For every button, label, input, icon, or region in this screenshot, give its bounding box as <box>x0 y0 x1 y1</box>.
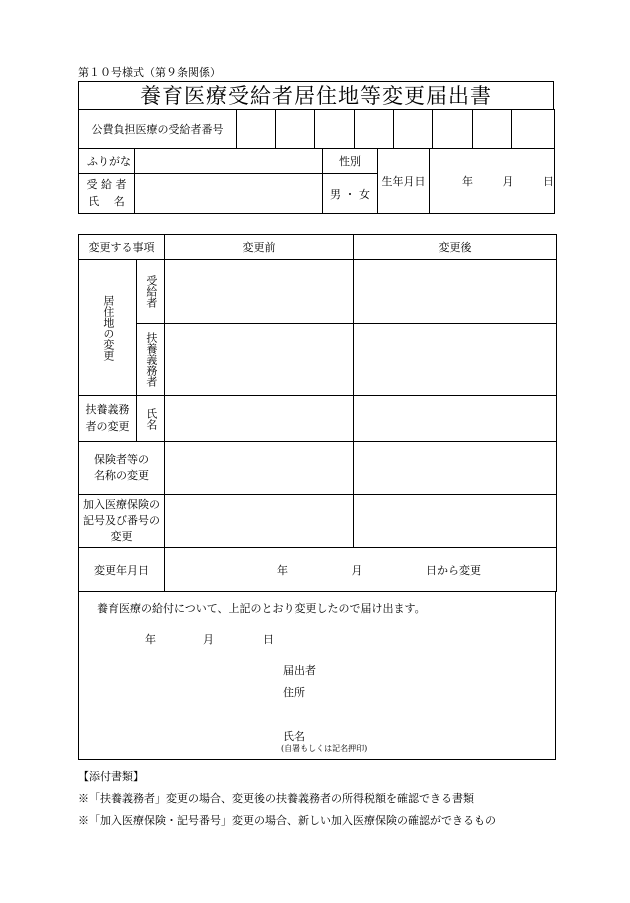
furigana-field[interactable] <box>135 149 323 174</box>
form-number: 第１０号様式（第９条関係） <box>78 66 221 79</box>
recipient-address-after[interactable] <box>354 260 557 324</box>
insurer-change-label: 保険者等の名称の変更 <box>79 442 165 495</box>
change-month-unit: 月 <box>351 563 363 577</box>
recipient-number-digit[interactable] <box>394 110 433 149</box>
attachments-heading: 【添付書類】 <box>78 770 144 783</box>
recipient-name-field[interactable] <box>135 174 323 214</box>
form-title: 養育医療受給者居住地等変更届出書 <box>78 81 554 110</box>
residence-change-label: 居住地の変更 <box>79 260 137 396</box>
recipient-number-digit[interactable] <box>355 110 394 149</box>
insurer-before[interactable] <box>165 442 354 495</box>
notifier-label: 届出者 <box>283 664 316 677</box>
recipient-sub-label: 受給者 <box>137 260 165 324</box>
insurance-after[interactable] <box>354 495 557 548</box>
birthdate-label: 生年月日 <box>378 149 430 214</box>
col-before-header: 変更前 <box>165 235 354 260</box>
col-item-header: 変更する事項 <box>79 235 165 260</box>
name-label: 氏名 <box>283 730 305 743</box>
guardian-address-after[interactable] <box>354 324 557 396</box>
recipient-number-digit[interactable] <box>276 110 315 149</box>
insurer-after[interactable] <box>354 442 557 495</box>
insurance-change-label: 加入医療保険の記号及び番号の変更 <box>79 495 165 548</box>
guardian-name-sub-label: 氏名 <box>137 396 165 442</box>
recipient-number-digit[interactable] <box>433 110 473 149</box>
birthdate-field[interactable] <box>430 149 555 214</box>
change-table <box>78 234 557 592</box>
recipient-number-label: 公費負担医療の受給者番号 <box>79 110 237 149</box>
recipient-name-table <box>78 148 555 214</box>
attachment-note-2: ※「加入医療保険・記号番号」変更の場合、新しい加入医療保険の確認ができるもの <box>78 814 496 827</box>
declaration-year-unit: 年 <box>145 633 156 646</box>
recipient-number-digit[interactable] <box>473 110 512 149</box>
sex-options[interactable]: 男 ・ 女 <box>323 174 378 214</box>
address-label: 住所 <box>283 686 305 699</box>
declaration-box <box>78 592 556 760</box>
birth-month-unit: 月 <box>502 175 514 188</box>
birth-day-unit: 日 <box>543 175 554 188</box>
attachment-note-1: ※「扶養義務者」変更の場合、変更後の扶養義務者の所得税額を確認できる書類 <box>78 792 474 805</box>
declaration-day-unit: 日 <box>263 633 274 646</box>
insurance-before[interactable] <box>165 495 354 548</box>
recipient-address-before[interactable] <box>165 260 354 324</box>
guardian-sub-label: 扶養義務者 <box>137 324 165 396</box>
sex-label: 性別 <box>323 149 378 174</box>
guardian-change-label: 扶養義務者の変更 <box>79 396 137 442</box>
guardian-address-before[interactable] <box>165 324 354 396</box>
recipient-number-digit[interactable] <box>237 110 276 149</box>
recipient-number-digit[interactable] <box>315 110 355 149</box>
change-day-unit: 日から変更 <box>426 563 481 577</box>
guardian-name-before[interactable] <box>165 396 354 442</box>
col-after-header: 変更後 <box>354 235 557 260</box>
signature-note: (自署もしくは記名押印) <box>281 744 368 753</box>
declaration-statement: 養育医療の給付について、上記のとおり変更したので届け出ます。 <box>97 602 426 615</box>
recipient-number-digit[interactable] <box>512 110 555 149</box>
furigana-label: ふりがな <box>79 149 135 174</box>
declaration-month-unit: 月 <box>203 633 214 646</box>
guardian-name-after[interactable] <box>354 396 557 442</box>
change-date-label: 変更年月日 <box>79 548 165 592</box>
change-date-field[interactable] <box>165 548 557 592</box>
recipient-name-label: 受 給 者 氏 名 <box>79 174 135 214</box>
change-year-unit: 年 <box>277 563 288 577</box>
recipient-table <box>78 109 555 149</box>
birth-year-unit: 年 <box>462 175 473 188</box>
